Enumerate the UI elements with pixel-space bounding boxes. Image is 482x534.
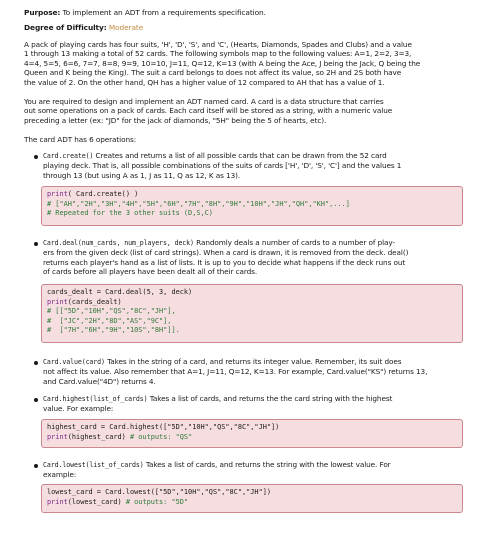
bullet-deal [34, 242, 38, 246]
code-block-lowest: lowest_card = Card.lowest(["5D","10H","QS","8C","JH"]) print(lowest_card) # outputs: "5D" [41, 484, 463, 513]
code-block-deal: cards_dealt = Card.deal(5, 3, deck) print(cards_dealt) # [["5D","10H","QS","8C","JH"], # ["JC","2H","8D","AS","9C"], # ["7H","6H","9H","10S","8H"]]. [41, 284, 463, 343]
bullet-value [34, 361, 38, 365]
op-deal-signature: Card.deal(num_cards, num_players, deck) [43, 239, 194, 247]
code-block-highest: highest_card = Card.highest(["5D","10H","QS","8C","JH"]) print(highest_card) # outputs: "QS" [41, 419, 463, 448]
intro-paragraph-1: A pack of playing cards has four suits, 'H', 'D', 'S', and 'C', (Hearts, Diamonds, Spades and Clubs) and a value 1 through 13 making a total of 52 cards. The following symbols map to the following values: A=1, 2=2, 3=3, 4=4, 5=5, 6=6, 7=7, 8=8, 9=9, 10=10, J=11, Q=12, K=13 (with A being the Ace, J being the Jack, Q being the Queen and K being the King). The suit a card belongs to does not affect its value, so 2H and 2S both have the value of 2. On the other hand, QH has a higher value of 12 compared to AH that has a value of 1. [24, 40, 421, 87]
op-highest-signature: Card.highest(list_of_cards) [43, 395, 148, 403]
purpose-line [24, 8, 266, 17]
purpose-text: To implement an ADT from a requirements specification. [62, 8, 266, 17]
op-create-signature: Card.create() [43, 152, 94, 160]
bullet-create [34, 155, 38, 159]
op-lowest-description: Card.lowest(list_of_cards) Takes a list of cards, and returns the string with the lowest value. For example: [43, 460, 391, 480]
code-block-create: print( Card.create() ) # ["AH","2H","3H","4H","5H","6H","7H","8H","9H","10H","JH","QH","KH",...] # Repeated for the 3 other suits (D,S,C) [41, 186, 463, 226]
op-deal-description: Card.deal(num_cards, num_players, deck) Randomly deals a number of cards to a number of play- ers from the given deck (list of card strings). When a card is drawn, it is removed from the deck. deal() returns each player's hand as a list of lists. It is up to you to decide what happens if the deck runs out of cards before all players have been dealt all of their cards. [43, 238, 409, 277]
bullet-highest [34, 398, 38, 402]
op-value-signature: Card.value(card) [43, 358, 105, 366]
difficulty-line [24, 23, 143, 32]
difficulty-label: Degree of Difficulty: [24, 23, 107, 32]
operations-intro: The card ADT has 6 operations: [24, 135, 137, 144]
intro-paragraph-2: You are required to design and implement an ADT named card. A card is a data structure that carries out some operations on a pack of cards. Each card itself will be stored as a string, with a numeric value preceding a letter (ex: "JD" for the jack of diamonds, "5H" being the 5 of hearts, etc). [24, 97, 393, 125]
op-highest-description: Card.highest(list_of_cards) Takes a list of cards, and returns the the card string with the highest value. For example: [43, 394, 393, 414]
purpose-label: Purpose: [24, 8, 61, 17]
difficulty-value: Moderate [108, 23, 144, 32]
op-value-description: Card.value(card) Takes in the string of a card, and returns its integer value. Remember, its suit does not affect its value. Also remember that A=1, J=11, Q=12, K=13. For example, Card.value("KS") returns 13, and Card.value("4D") returns 4. [43, 357, 428, 386]
op-create-description: Card.create() Creates and returns a list of all possible cards that can be drawn from the 52 card playing deck. That is, all possible combinations of the suits of cards ['H', 'D', 'S', 'C'] and the values 1 through 13 (but using A as 1, J as 11, Q as 12, K as 13). [43, 151, 402, 180]
op-lowest-signature: Card.lowest(list_of_cards) [43, 461, 144, 469]
bullet-lowest [34, 464, 38, 468]
